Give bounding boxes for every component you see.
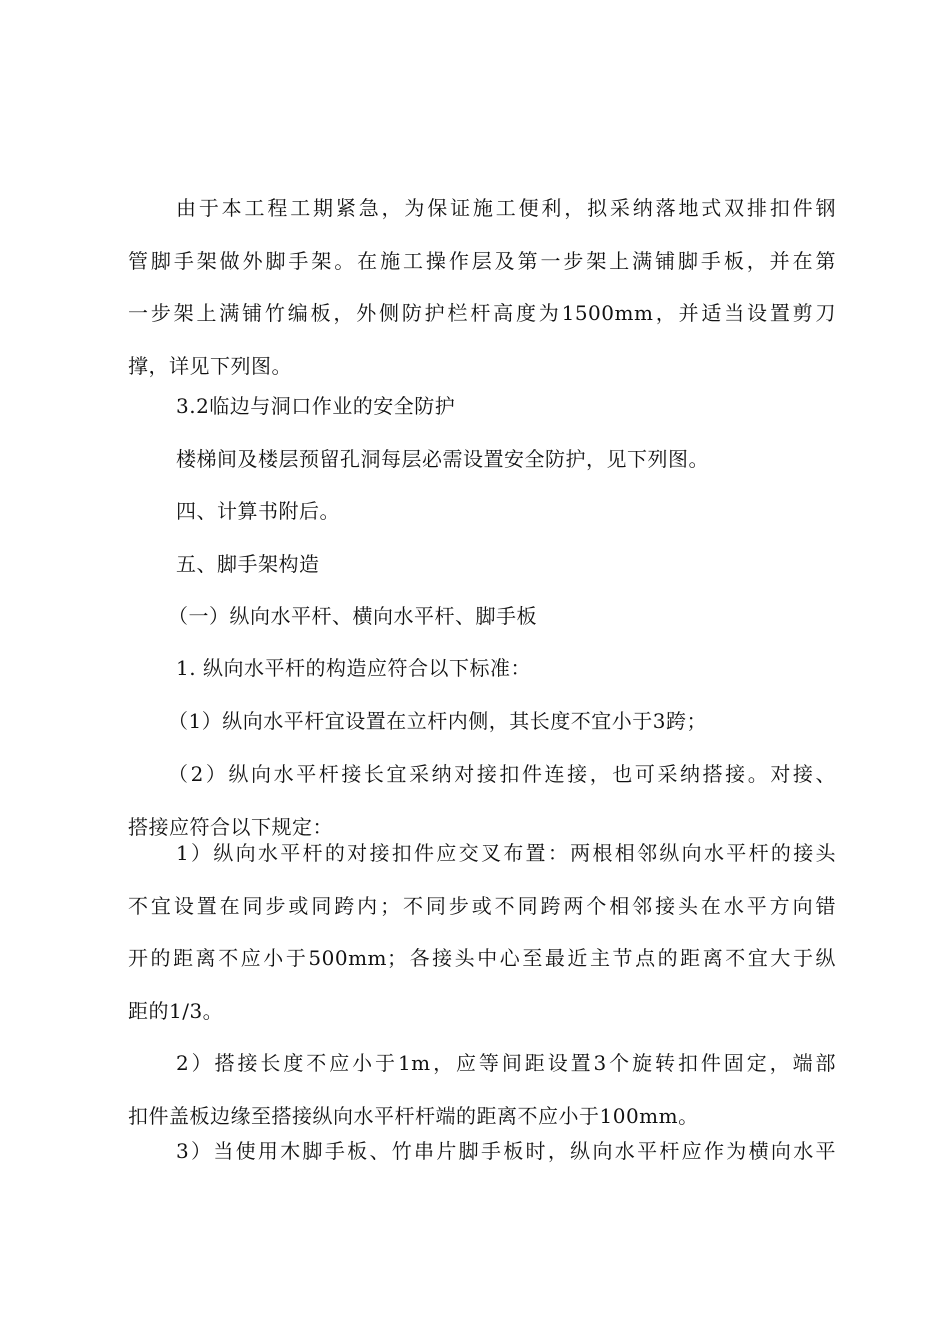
paragraph-stairwell-protection: 楼梯间及楼层预留孔洞每层必需设置安全防护，见下列图。	[176, 447, 709, 471]
text-line: 3）当使用木脚手板、竹串片脚手板时，纵向水平杆应作为横向水平	[176, 1139, 836, 1163]
text-line: 2）搭接长度不应小于1m，应等间距设置3个旋转扣件固定，端部	[176, 1051, 836, 1075]
text-line: 一步架上满铺竹编板，外侧防护栏杆高度为1500mm，并适当设置剪刀	[128, 301, 836, 325]
text-line: 开的距离不应小于500mm；各接头中心至最近主节点的距离不宜大于纵	[128, 946, 836, 970]
section-heading-5: 五、脚手架构造	[176, 552, 320, 576]
text-line: 距的1/3。	[128, 998, 224, 1023]
section-heading-4: 四、计算书附后。	[176, 499, 340, 523]
text-line: 搭接应符合以下规定：	[128, 814, 333, 839]
sub-item-1	[128, 827, 836, 1037]
sub-item-3	[128, 1125, 836, 1178]
section-heading-3-2: 3.2临边与洞口作业的安全防护	[176, 394, 456, 418]
text-line: 1）纵向水平杆的对接扣件应交叉布置：两根相邻纵向水平杆的接头	[176, 841, 836, 865]
text-line: 撑，详见下列图。	[128, 353, 292, 378]
paragraph-scaffold-intro	[128, 182, 836, 392]
subsection-heading-1: （一）纵向水平杆、横向水平杆、脚手板	[168, 604, 537, 628]
text-line: （2）纵向水平杆接长宜采纳对接扣件连接，也可采纳搭接。对接、	[168, 762, 836, 786]
text-line: 管脚手架做外脚手架。在施工操作层及第一步架上满铺脚手板，并在第	[128, 248, 836, 273]
text-line: 扣件盖板边缘至搭接纵向水平杆杆端的距离不应小于100mm。	[128, 1103, 699, 1128]
list-item-1-1: （1）纵向水平杆宜设置在立杆内侧，其长度不宜小于3跨；	[168, 709, 707, 733]
text-line: 不宜设置在同步或同跨内；不同步或不同跨两个相邻接头在水平方向错	[128, 893, 836, 918]
list-item-1: 1. 纵向水平杆的构造应符合以下标准：	[176, 656, 531, 680]
text-line: 由于本工程工期紧急，为保证施工便利，拟采纳落地式双排扣件钢	[176, 196, 836, 220]
